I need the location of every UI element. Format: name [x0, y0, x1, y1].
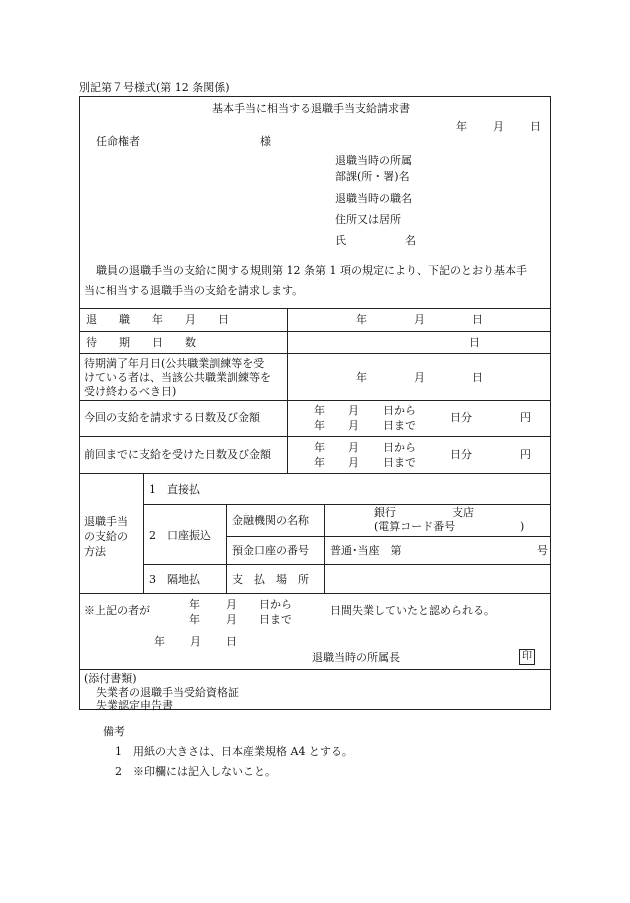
method-direct: 1 直接払 [149, 483, 200, 496]
retire-date-label: 退 職 年 月 日 [86, 313, 229, 326]
date-day: 日 [530, 120, 541, 133]
date-month: 月 [493, 120, 504, 133]
previous-to-year: 年 [314, 456, 325, 469]
cert-to-month: 月 [226, 613, 237, 626]
cert-to-day: 日まで [259, 613, 292, 626]
method-label-3: 方法 [84, 545, 106, 558]
bank-name-label: 金融機関の名称 [232, 514, 309, 527]
attachments-label: (添付書類) [84, 672, 137, 685]
retire-day: 日 [472, 313, 483, 326]
form-id: 別記第７号様式(第 12 条関係) [79, 81, 230, 94]
expiry-label-2: けている者は、当該公共職業訓練等を [84, 371, 271, 384]
current-from-day: 日から [383, 404, 416, 417]
row-line [79, 473, 551, 474]
row-line [79, 669, 551, 670]
notes-title: 備考 [103, 725, 125, 738]
row-line [143, 564, 551, 565]
cert-from-day: 日から [259, 598, 292, 611]
retire-month: 月 [414, 313, 425, 326]
pay-place-label: 支 払 場 所 [232, 573, 309, 586]
sama-label: 様 [260, 135, 271, 148]
row-line [79, 331, 551, 332]
previous-to-day: 日まで [383, 456, 416, 469]
method-remote: 3 隔地払 [149, 573, 200, 586]
previous-from-month: 月 [348, 441, 359, 454]
retire-year: 年 [356, 313, 367, 326]
current-days-unit: 日分 [450, 411, 472, 424]
bank-code-close: ) [520, 520, 525, 533]
col-line [143, 473, 144, 593]
form-title: 基本手当に相当する退職手当支給請求書 [212, 102, 410, 115]
account-number-suffix: 号 [537, 544, 548, 557]
row-line [79, 353, 551, 354]
previous-yen-unit: 円 [520, 448, 531, 461]
note-1: 1 用紙の大きさは、日本産業規格 A4 とする。 [115, 745, 353, 758]
name-label: 氏 [335, 234, 346, 247]
name-label-2: 名 [405, 234, 416, 247]
note-2: 2 ※印欄には記入しないこと。 [115, 765, 276, 778]
current-from-month: 月 [348, 404, 359, 417]
col-line [287, 308, 288, 473]
method-label-1: 退職手当 [84, 515, 128, 528]
cert-to-year: 年 [189, 613, 200, 626]
cert-date-day: 日 [226, 635, 237, 648]
row-line [79, 436, 551, 437]
department-head-label: 退職当時の所属長 [312, 651, 400, 664]
expiry-label-3: 受け終わるべき日) [84, 385, 177, 398]
method-transfer: 2 口座振込 [149, 529, 211, 542]
row-line [79, 593, 551, 594]
current-from-year: 年 [314, 404, 325, 417]
cert-from-month: 月 [226, 598, 237, 611]
previous-claim-label: 前回までに支給を受けた日数及び金額 [84, 448, 271, 461]
previous-from-day: 日から [383, 441, 416, 454]
attachment-item-1: 失業者の退職手当受給資格証 [96, 686, 239, 699]
cert-date-year: 年 [154, 635, 165, 648]
position-label: 退職当時の職名 [335, 192, 412, 205]
current-to-month: 月 [348, 419, 359, 432]
form-frame [79, 96, 551, 710]
bank-suffix: 銀行 [374, 506, 396, 519]
bank-code-label: (電算コード番号 [374, 520, 456, 533]
account-number-label: 預金口座の番号 [232, 544, 309, 557]
expiry-year: 年 [356, 371, 367, 384]
row-line [79, 400, 551, 401]
row-line [226, 536, 551, 537]
wait-days-label: 待 期 日 数 [86, 336, 196, 349]
previous-to-month: 月 [348, 456, 359, 469]
row-line [79, 308, 551, 309]
expiry-label-1: 待期満了年月日(公共職業訓練等を受 [84, 357, 265, 370]
current-claim-label: 今回の支給を請求する日数及び金額 [84, 411, 260, 424]
previous-days-unit: 日分 [450, 448, 472, 461]
row-line [143, 504, 551, 505]
seal-mark: 印 [519, 649, 535, 665]
dept-label-2: 部課(所・署)名 [335, 170, 410, 183]
previous-from-year: 年 [314, 441, 325, 454]
date-year: 年 [456, 120, 467, 133]
cert-prefix: ※上記の者が [84, 604, 150, 617]
wait-days-unit: 日 [469, 336, 480, 349]
attachment-item-2: 失業認定申告書 [96, 699, 173, 712]
statement-line-2: 当に相当する退職手当の支給を請求します。 [84, 284, 304, 297]
current-yen-unit: 円 [520, 411, 531, 424]
cert-date-month: 月 [190, 635, 201, 648]
cert-from-year: 年 [189, 598, 200, 611]
branch-suffix: 支店 [452, 506, 474, 519]
method-label-2: の支給の [84, 530, 128, 543]
dept-label-1: 退職当時の所属 [335, 154, 412, 167]
expiry-month: 月 [414, 371, 425, 384]
current-to-day: 日まで [383, 419, 416, 432]
account-type: 普通･当座 第 [330, 544, 402, 557]
expiry-day: 日 [472, 371, 483, 384]
appointer-label: 任命権者 [96, 135, 140, 148]
col-line [226, 504, 227, 593]
current-to-year: 年 [314, 419, 325, 432]
col-line [324, 504, 325, 593]
address-label: 住所又は居所 [335, 213, 401, 226]
cert-statement: 日間失業していたと認められる。 [330, 604, 495, 617]
statement-line-1: 職員の退職手当の支給に関する規則第 12 条第 1 項の規定により、下記のとおり基本手 [96, 264, 527, 277]
